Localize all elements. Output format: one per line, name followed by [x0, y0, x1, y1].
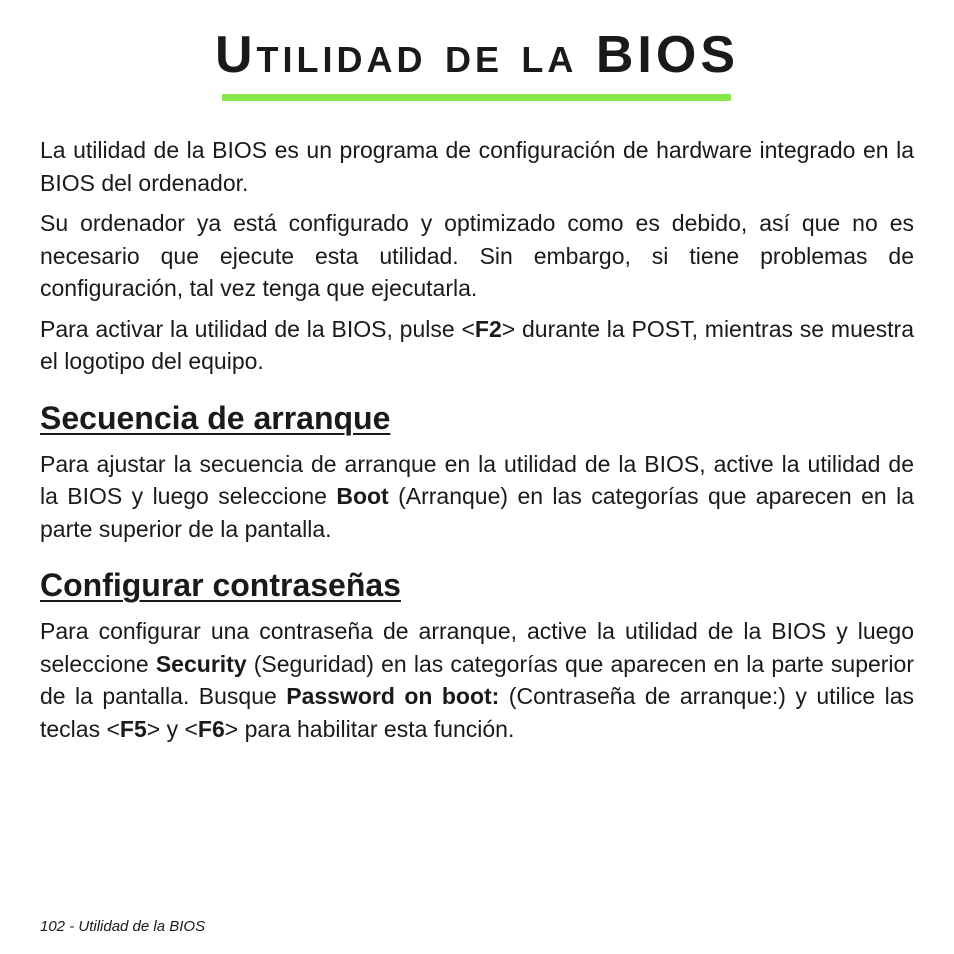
f5-key: F5 [119, 715, 147, 742]
password-heading: Configurar contraseñas [40, 567, 401, 603]
intro-paragraph-3 [40, 313, 914, 378]
intro-paragraph-1: La utilidad de la BIOS es un programa de configuración de hardware integrado en la BIOS del ordenador. [40, 137, 914, 196]
password-on-boot-label: Password on boot: [286, 683, 500, 709]
password-text-1: Para configurar una contraseña de arranque, active la utilidad de la BIOS y luego seleccione [40, 618, 914, 677]
password-text-3: (Contraseña de arranque:) y utilice las teclas < [40, 683, 915, 742]
intro-p3-text-before: Para activar la utilidad de la BIOS, pulse < [40, 315, 475, 342]
page-title-suffix: BIOS [595, 26, 740, 84]
page-title [0, 24, 954, 86]
boot-sequence-paragraph [40, 448, 914, 546]
boot-text-after: (Arranque) en las categorías que aparecen en la parte superior de la pantalla. [40, 483, 914, 542]
boot-text-before: Para ajustar la secuencia de arranque en la utilidad de la BIOS, active la utilidad de la BIOS y luego seleccione [40, 450, 914, 509]
intro-paragraph-2: Su ordenador ya está configurado y optimizado como es debido, así que no es necesario que ejecute esta utilidad. Sin embargo, si tiene problemas de configuración, tal vez tenga que ejecutarla. [40, 210, 914, 301]
f2-key: F2 [474, 315, 502, 342]
security-menu-name: Security [155, 650, 247, 677]
password-text-4: > y < [146, 715, 198, 742]
password-text-5: > para habilitar esta función. [224, 715, 515, 742]
page-title-prefix: Utilidad de la [214, 26, 578, 84]
main-content [40, 134, 914, 753]
password-paragraph [40, 615, 914, 745]
title-accent-rule [222, 94, 731, 101]
f6-key: F6 [197, 715, 225, 742]
boot-sequence-heading: Secuencia de arranque [40, 399, 391, 436]
boot-menu-name: Boot [336, 483, 389, 509]
page-footer: 102 - Utilidad de la BIOS [40, 918, 206, 935]
intro-p3-text-after: > durante la POST, mientras se muestra el logotipo del equipo. [40, 315, 914, 374]
password-text-2: (Seguridad) en las categorías que aparecen en la parte superior de la pantalla. Busque [40, 650, 914, 709]
